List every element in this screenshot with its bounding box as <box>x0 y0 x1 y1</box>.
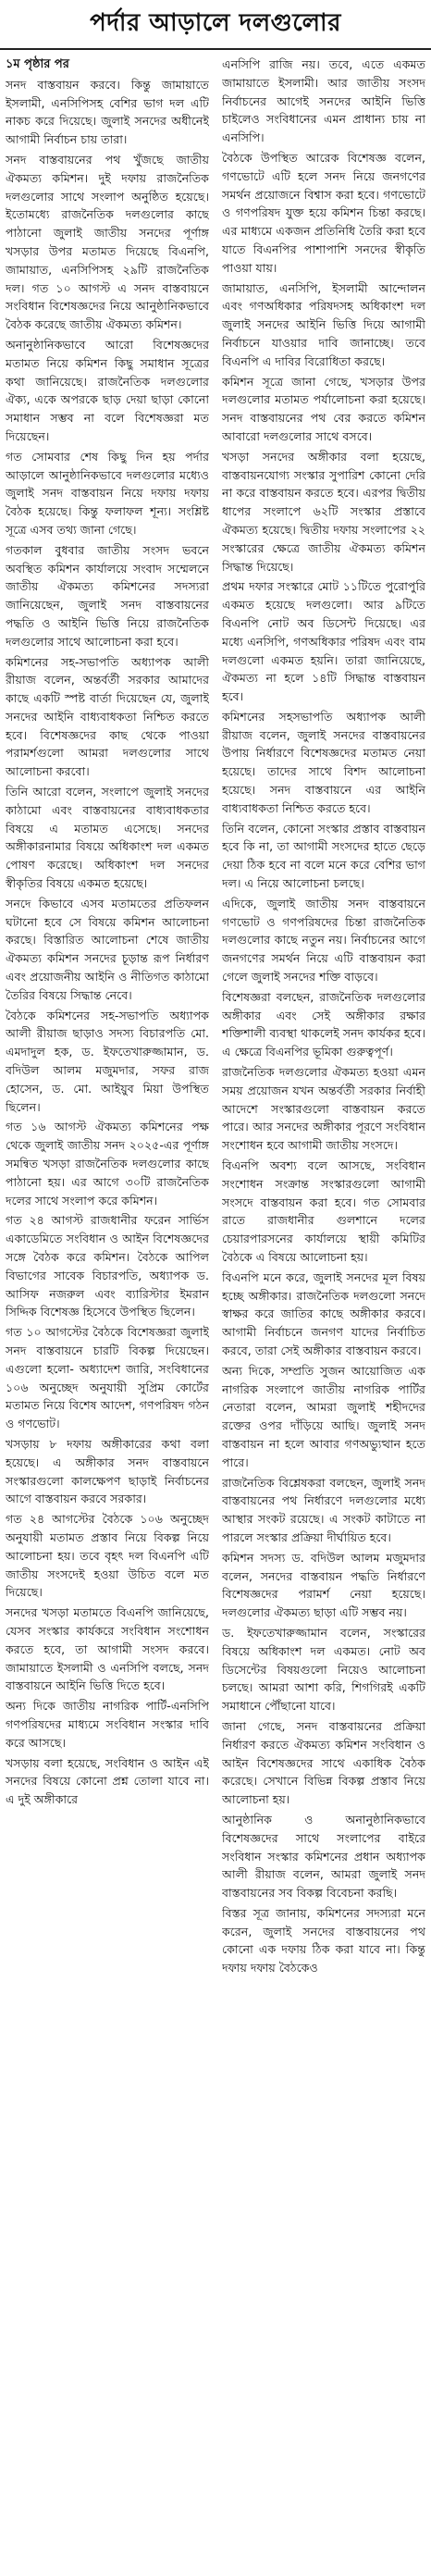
continuation-label: ১ম পৃষ্ঠার পর <box>6 57 69 71</box>
paragraph: সনদে কিভাবে এসব মতামতের প্রতিফলন ঘটানো হবে সে বিষয়ে কমিশন আলোচনা করছে। বিস্তারিত আলোচনা শেষে জাতীয় ঐকমত্য কমিশন সনদের চূড়ান্ত রূপ নির্ধারণ এবং প্রয়োজনীয় আইনি ও নীতিগত কাঠামো তৈরির বিষয়ে সিদ্ধান্ত নেবে। <box>6 896 209 1002</box>
paragraph: তিনি বলেন, কোনো সংস্কার প্রস্তাব বাস্তবায়ন হবে কি না, তা আগামী সংসদের হাতে ছেড়ে দেয়া ঠিক হবে না বলে মনে করে বেশির ভাগ দল। এ নিয়ে আলোচনা চলছে। <box>222 821 425 891</box>
paragraph: অনানুষ্ঠানিকভাবে আরো বিশেষজ্ঞদের মতামত নিয়ে কমিশন কিছু সমাধান সূত্রের কথা জানিয়েছে। রাজনৈতিক দলগুলোর ঐক্য, একে অপরকে ছাড় দেয়া ছাড়া কোনো সমাধান সম্ভব না বলে বিশেষজ্ঞরা মত দিয়েছেন। <box>6 337 209 443</box>
paragraph: বৈঠকে উপস্থিত আরেক বিশেষজ্ঞ বলেন, গণভোটে এটি হলে সনদ নিয়ে জনগণের সমর্থন প্রয়োজনে বিশ্বাস করা হবে। গণভোটে ও গণপরিষদ যুক্ত হয়ে কমিশন চিন্তা করছে। এর মাধ্যমে একজন প্রতিনিধি তৈরি করা হবে যাতে বিএনপির পাশাপাশি সনদের স্বীকৃতি পাওয়া যায়। <box>222 150 425 275</box>
paragraph: এনসিপি রাজি নয়। তবে, এতে একমত জামায়াতে ইসলামী। আর জাতীয় সংসদ নির্বাচনের আগেই সনদের আইনি ভিত্তি চাইলেও সংবিধানের এমন প্রাধান্য চায় না এনসিপি। <box>222 57 425 145</box>
paragraph: বিএনপি মনে করে, জুলাই সনদের মূল বিষয় হচ্ছে অঙ্গীকার। রাজনৈতিক দলগুলো সনদে স্বাক্ষর করে জাতির কাছে অঙ্গীকার করবে। আগামী নির্বাচনে জনগণ যাদের নির্বাচিত করবে, তারা সেই অঙ্গীকার বাস্তবায়ন করবে। <box>222 1269 425 1357</box>
right-column <box>222 56 425 2569</box>
paragraph: গত ১০ আগস্টের বৈঠকে বিশেষজ্ঞরা জুলাই সনদ বাস্তবায়নে চারটি বিকল্প দিয়েছেন। এগুলো হলো- অধ্যাদেশ জারি, সংবিধানের ১০৬ অনুচ্ছেদ অনুযায়ী সুপ্রিম কোর্টের মতামত নিয়ে বিশেষ আদেশ, গণপরিষদ গঠন ও গণভোট। <box>6 1325 209 1431</box>
paragraph: কমিশন সূত্রে জানা গেছে, খসড়ার উপর দলগুলোর মতামত পর্যালোচনা করা হয়েছে। সনদ বাস্তবায়নের পথ বের করতে কমিশন আবারো দলগুলোর সাথে বসবে। <box>222 374 425 443</box>
paragraph: এদিকে, জুলাই জাতীয় সনদ বাস্তবায়নে গণভোট ও গণপরিষদের চিন্তা রাজনৈতিক দলগুলোর কাছে নতুন নয়। নির্বাচনের আগে জনগণের সমর্থন নিয়ে এটি বাস্তবায়ন করা গেলে জুলাই সনদের শক্তি বাড়বে। <box>222 896 425 985</box>
paragraph: সনদ বাস্তবায়নের পথ খুঁজছে জাতীয় ঐকমত্য কমিশন। দুই দফায় রাজনৈতিক দলগুলোর সাথে সংলাপ অনুষ্ঠিত হয়েছে। ইতোমধ্যে রাজনৈতিক দলগুলোর কাছে পাঠানো জুলাই জাতীয় সনদের পূর্ণাঙ্গ খসড়ার উপর মতামত দিয়েছে বিএনপি, জামায়াত, এনসিপিসহ ২৯টি রাজনৈতিক দল। গত ১০ আগস্ট এ সনদ বাস্তবায়নে সংবিধান বিশেষজ্ঞদের নিয়ে আনুষ্ঠানিকভাবে বৈঠক করেছে জাতীয় ঐকমত্য কমিশন। <box>6 152 209 332</box>
paragraph: বৈঠকে কমিশনের সহ-সভাপতি অধ্যাপক আলী রীয়াজ ছাড়াও সদস্য বিচারপতি মো. এমদাদুল হক, ড. ইফতেখারুজ্জামান, ড. বদিউল আলম মজুমদার, সফর রাজ হোসেন, ড. মো. আইয়ুব মিয়া উপস্থিত ছিলেন। <box>6 1008 209 1114</box>
paragraph: জামায়াত, এনসিপি, ইসলামী আন্দোলন এবং গণঅধিকার পরিষদসহ অধিকাংশ দল জুলাই সনদের আইনি ভিত্তি দিয়ে আগামী নির্বাচনে যাওয়ার দাবি জানাচ্ছে। তবে বিএনপি এ দাবির বিরোধিতা করছে। <box>222 280 425 368</box>
paragraph: আনুষ্ঠানিক ও অনানুষ্ঠানিকভাবে বিশেষজ্ঞদের সাথে সংলাপের বাইরে সংবিধান সংস্কার কমিশনের প্রধান অধ্যাপক আলী রীয়াজ বলেন, আমরা জুলাই সনদ বাস্তবায়নের সব বিকল্প বিবেচনা করছি। <box>222 1812 425 1901</box>
paragraph: গত ২৪ আগস্ট রাজধানীর ফরেন সার্ভিস একাডেমিতে সংবিধান ও আইন বিশেষজ্ঞদের সঙ্গে বৈঠক করে কমিশন। বৈঠকে আপিল বিভাগের সাবেক বিচারপতি, অধ্যাপক ড. আসিফ নজরুল এবং ব্যারিস্টার ইমরান সিদ্দিক বিশেষজ্ঞ হিসেবে উপস্থিত ছিলেন। <box>6 1213 209 1319</box>
paragraph: অন্য দিকে, সম্প্রতি সুজন আয়োজিত এক নাগরিক সংলাপে জাতীয় নাগরিক পার্টির নেতারা বলেন, আমরা জুলাই শহীদদের রক্তের ওপর দাঁড়িয়ে আছি। জুলাই সনদ বাস্তবায়ন না হলে আবার গণঅভ্যুত্থান হতে পারে। <box>222 1363 425 1469</box>
paragraph: সনদের খসড়া মতামতে বিএনপি জানিয়েছে, যেসব সংস্কার কার্যকরে সংবিধান সংশোধন করতে হবে, তা আগামী সংসদ করবে। জামায়াতে ইসলামী ও এনসিপি বলছে, সনদ বাস্তবায়নে আইনি ভিত্তি দিতে হবে। <box>6 1605 209 1693</box>
paragraph: রাজনৈতিক দলগুলোর ঐকমত্য হওয়া এমন সময় প্রয়োজন যখন অন্তর্বর্তী সরকার নির্বাহী আদেশে সংস্কারগুলো বাস্তবায়ন করতে পারে। আর সনদের অঙ্গীকার পূরণে সংবিধান সংশোধন হবে আগামী জাতীয় সংসদে। <box>222 1065 425 1153</box>
left-column <box>6 56 209 2569</box>
paragraph: গত ২৪ আগস্টের বৈঠকে ১০৬ অনুচ্ছেদ অনুযায়ী মতামত প্রস্তাব নিয়ে বিকল্প নিয়ে আলোচনা হয়। তবে বৃহৎ দল বিএনপি এটি জাতীয় সংসদেই হওয়া উচিত বলে মত দিয়েছে। <box>6 1512 209 1600</box>
article-columns <box>0 50 431 2569</box>
paragraph: বিশেষজ্ঞরা বলছেন, রাজনৈতিক দলগুলোর অঙ্গীকার এবং সেই অঙ্গীকার রক্ষার শক্তিশালী ব্যবস্থা থাকলেই সনদ কার্যকর হবে। এ ক্ষেত্রে বিএনপির ভূমিকা গুরুত্বপূর্ণ। <box>222 989 425 1059</box>
paragraph: বিএনপি অবশ্য বলে আসছে, সংবিধান সংশোধন সংক্রান্ত সংস্কারগুলো আগামী সংসদে বাস্তবায়ন করা হবে। গত সোমবার রাতে রাজধানীর গুলশানে দলের চেয়ারপারসনের কার্যালয়ে স্থায়ী কমিটির বৈঠকে এ বিষয়ে আলোচনা হয়। <box>222 1158 425 1264</box>
paragraph: ড. ইফতেখারুজ্জামান বলেন, সংস্কারের বিষয়ে অধিকাংশ দল একমত। নোট অব ডিসেন্টের বিষয়গুলো নিয়েও আলোচনা চলছে। আমরা আশা করি, শিগগিরই একটি সমাধানে পৌঁছানো যাবে। <box>222 1625 425 1714</box>
paragraph: রাজনৈতিক বিশ্লেষকরা বলছেন, জুলাই সনদ বাস্তবায়নের পথ নির্ধারণে দলগুলোর মধ্যে আস্থার সংকট রয়েছে। এ সংকট কাটাতে না পারলে সংস্কার প্রক্রিয়া দীর্ঘায়িত হবে। <box>222 1475 425 1544</box>
paragraph: খসড়ায় বলা হয়েছে, সংবিধান ও আইন এই সনদের বিষয়ে কোনো প্রশ্ন তোলা যাবে না। এ দুই অঙ্গীকারে <box>6 1755 209 1807</box>
paragraph: অন্য দিকে জাতীয় নাগরিক পার্টি-এনসিপি গণপরিষদের মাধ্যমে সংবিধান সংস্কার দাবি করে আসছে। <box>6 1699 209 1750</box>
paragraph: খসড়া সনদের অঙ্গীকার বলা হয়েছে, বাস্তবায়নযোগ্য সংস্কার সুপারিশ কোনো দেরি না করে বাস্তবায়ন করতে হবে। এরপর দ্বিতীয় ধাপের সংলাপে ৬২টি সংস্কার প্রস্তাবে ঐকমত্য হয়েছে। দ্বিতীয় দফায় সংলাপের ২২ সংস্কারের ক্ষেত্রে জাতীয় ঐকমত্য কমিশন সিদ্ধান্ত দিয়েছে। <box>222 449 425 574</box>
paragraph: তিনি আরো বলেন, সংলাপে জুলাই সনদের কাঠামো এবং বাস্তবায়নের বাধ্যবাধকতার বিষয়ে এ মতামত এসেছে। সনদের অঙ্গীকারনামার বিষয়ে অধিকাংশ দল একমত পোষণ করেছে। অধিকাংশ দল সনদের স্বীকৃতির বিষয়ে একমত হয়েছে। <box>6 785 209 891</box>
paragraph: কমিশনের সহসভাপতি অধ্যাপক আলী রীয়াজ বলেন, জুলাই সনদের বাস্তবায়নের উপায় নির্ধারণে বিশেষজ্ঞদের মতামত নেয়া হয়েছে। তাদের সাথে বিশদ আলোচনা হয়েছে। সনদ বাস্তবায়নে এর আইনি বাধ্যবাধকতা নিশ্চিত করতে হবে। <box>222 709 425 815</box>
paragraph: গত ১৬ আগস্ট ঐকমত্য কমিশনের পক্ষ থেকে জুলাই জাতীয় সনদ ২০২৫-এর পূর্ণাঙ্গ সমন্বিত খসড়া রাজনৈতিক দলগুলোর কাছে পাঠানো হয়। এর আগে ৩০টি রাজনৈতিক দলের সাথে সংলাপ করে কমিশন। <box>6 1120 209 1208</box>
paragraph: কমিশনের সহ-সভাপতি অধ্যাপক আলী রীয়াজ বলেন, অন্তর্বর্তী সরকার আমাদের কাছে একটি স্পষ্ট বার্তা দিয়েছেন যে, জুলাই সনদের আইনি বাধ্যবাধকতা নিশ্চিত করতে হবে। বিশেষজ্ঞদের কাছ থেকে পাওয়া পরামর্শগুলো আমরা দলগুলোর সাথে আলোচনা করবো। <box>6 654 209 779</box>
paragraph: জানা গেছে, সনদ বাস্তবায়নের প্রক্রিয়া নির্ধারণ করতে ঐকমত্য কমিশন সংবিধান ও আইন বিশেষজ্ঞদের সাথে একাধিক বৈঠক করেছে। সেখানে বিভিন্ন বিকল্প প্রস্তাব নিয়ে আলোচনা হয়। <box>222 1718 425 1807</box>
paragraph: গত সোমবার শেষ কিছু দিন হয় পর্দার আড়ালে আনুষ্ঠানিকভাবে দলগুলোর মধ্যেও জুলাই সনদ বাস্তবায়ন নিয়ে দফায় দফায় বৈঠক হয়েছে। কিন্তু ফলাফল শূন্য। সংশ্লিষ্ট সূত্রে এসব তথ্য জানা গেছে। <box>6 449 209 537</box>
paragraph: বিস্তর সূত্র জানায়, কমিশনের সদস্যরা মনে করেন, জুলাই সনদের বাস্তবায়নের পথ কোনো এক দফায় ঠিক করা যাবে না। কিন্তু দফায় দফায় বৈঠকেও <box>222 1905 425 1975</box>
headline: পর্দার আড়ালে দলগুলোর <box>0 0 431 50</box>
paragraph: সনদ বাস্তবায়ন করবে। কিন্তু জামায়াতে ইসলামী, এনসিপিসহ বেশির ভাগ দল এটি নাকচ করে দিয়েছে। জুলাই সনদের অধীনেই আগামী নির্বাচন চায় তারা। <box>6 77 209 147</box>
paragraph: প্রথম দফার সংস্কারে মোট ১১টিতে পুরোপুরি একমত হয়েছে দলগুলো। আর ৯টিতে বিএনপি নোট অব ডিসেন্ট দিয়েছে। এর মধ্যে এনসিপি, গণঅধিকার পরিষদ এবং বাম দলগুলো একমত হয়নি। তারা জানিয়েছে, ঐকমত্য না হলে ১৪টি সিদ্ধান্ত বাস্তবায়ন হবে। <box>222 579 425 704</box>
paragraph: গতকাল বুধবার জাতীয় সংসদ ভবনে অবস্থিত কমিশন কার্যালয়ে সংবাদ সম্মেলনে জাতীয় ঐকমত্য কমিশনের সদস্যরা জানিয়েছেন, জুলাই সনদ বাস্তবায়নের পদ্ধতি ও আইনি ভিত্তি নিয়ে রাজনৈতিক দলগুলোর সাথে আলোচনা করা হবে। <box>6 542 209 649</box>
paragraph: খসড়ায় ৮ দফায় অঙ্গীকারের কথা বলা হয়েছে। এ অঙ্গীকার সনদ বাস্তবায়নে সংস্কারগুলো কালক্ষেপণ ছাড়াই নির্বাচনের আগে বাস্তবায়ন করবে সরকার। <box>6 1436 209 1506</box>
paragraph: কমিশন সদস্য ড. বদিউল আলম মজুমদার বলেন, সনদের বাস্তবায়ন পদ্ধতি নির্ধারণে বিশেষজ্ঞদের পরামর্শ নেয়া হয়েছে। দলগুলোর ঐকমত্য ছাড়া এটি সম্ভব নয়। <box>222 1550 425 1620</box>
